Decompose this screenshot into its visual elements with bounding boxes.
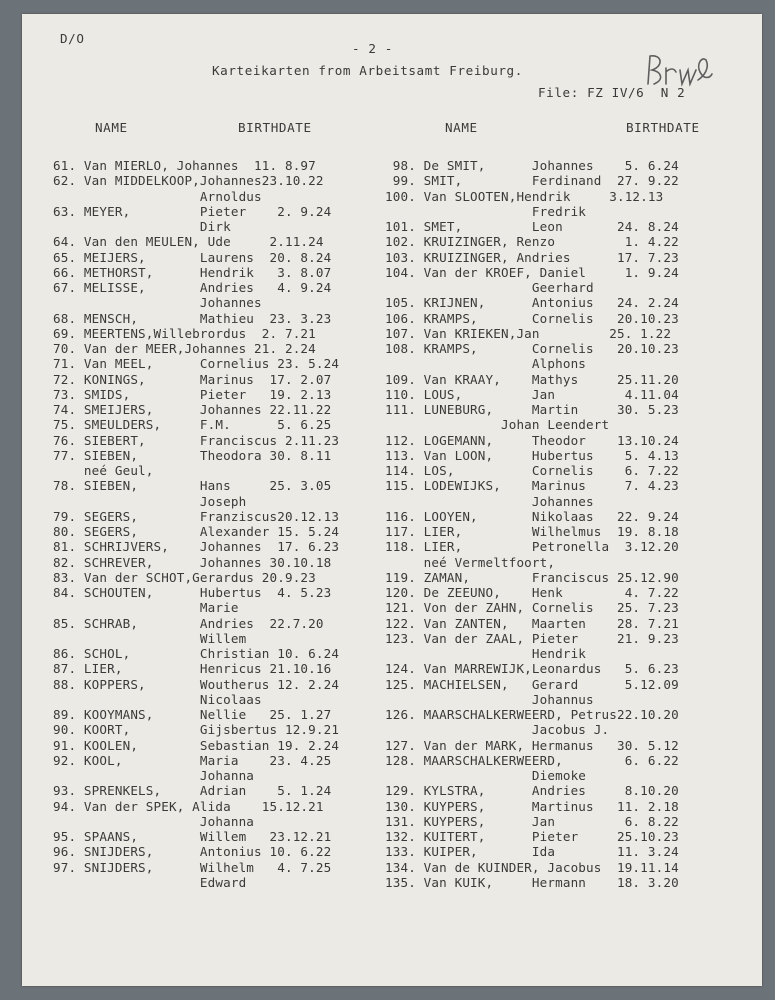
left-birthdate-header: BIRTHDATE [238,120,312,135]
record-line: Edward [53,874,247,890]
handwritten-signature [644,50,714,90]
record-line: 93. SPRENKELS, Adrian 5. 1.24 [53,783,332,799]
record-line: 111. LUNEBURG, Martin 30. 5.23 [385,402,679,417]
record-line: 82. SCHREVER, Johannes 30.10.18 [53,554,332,570]
record-line: 101. SMET, Leon 24. 8.24 [385,219,679,234]
record-line: Johanna [53,813,255,829]
record-line: 85. SCHRAB, Andries 22.7.20 [53,615,324,631]
record-line: 131. KUYPERS, Jan 6. 8.22 [385,813,679,829]
record-line: 119. ZAMAN, Franciscus 25.12.90 [385,569,679,585]
record-line: 106. KRAMPS, Cornelis 20.10.23 [385,310,679,326]
record-line: 72. KONINGS, Marinus 17. 2.07 [53,371,332,387]
record-line: Geerhard [385,280,594,295]
record-line: 135. Van KUIK, Hermann 18. 3.20 [385,874,679,890]
record-line: 126. MAARSCHALKERWEERD, Petrus22.10.20 [385,707,679,722]
record-line: 84. SCHOUTEN, Hubertus 4. 5.23 [53,585,332,600]
record-line: 123. Van der ZAAL, Pieter 21. 9.23 [385,630,679,646]
record-line: 73. SMIDS, Pieter 19. 2.13 [53,386,332,402]
record-line: 117. LIER, Wilhelmus 19. 8.18 [385,524,679,539]
record-line: 102. KRUIZINGER, Renzo 1. 4.22 [385,234,679,250]
file-reference: File: FZ IV/6 N 2 [538,85,686,100]
record-line: 112. LOGEMANN, Theodor 13.10.24 [385,432,679,448]
record-line: 132. KUITERT, Pieter 25.10.23 [385,829,679,844]
record-line: 70. Van der MEER,Johannes 21. 2.24 [53,341,316,356]
record-line: 116. LOOYEN, Nikolaas 22. 9.24 [385,508,679,524]
record-line: 67. MELISSE, Andries 4. 9.24 [53,280,332,295]
record-line: 113. Van LOON, Hubertus 5. 4.13 [385,447,679,463]
record-line: 128. MAARSCHALKERWEERD, 6. 6.22 [385,752,679,768]
record-line: Hendrik [385,646,587,661]
record-line: 96. SNIJDERS, Antonius 10. 6.22 [53,844,332,860]
record-line: 80. SEGERS, Alexander 15. 5.24 [53,524,340,539]
record-line: 134. Van de KUINDER, Jacobus 19.11.14 [385,859,679,875]
record-line: 109. Van KRAAY, Mathys 25.11.20 [385,371,679,387]
document-page [22,14,762,986]
record-line: 86. SCHOL, Christian 10. 6.24 [53,646,340,661]
record-line: Marie [53,600,239,616]
record-line: Nicolaas [53,691,262,707]
record-line: Joseph [53,493,247,509]
record-line: 103. KRUIZINGER, Andries 17. 7.23 [385,249,679,265]
record-line: 61. Van MIERLO, Johannes 11. 8.97 [53,158,316,173]
record-line: 66. METHORST, Hendrik 3. 8.07 [53,264,332,280]
record-line: 97. SNIJDERS, Wilhelm 4. 7.25 [53,859,332,875]
record-line: 88. KOPPERS, Woutherus 12. 2.24 [53,676,340,692]
record-line: 122. Van ZANTEN, Maarten 28. 7.21 [385,615,679,631]
record-line: 65. MEIJERS, Laurens 20. 8.24 [53,249,332,265]
left-name-header: NAME [95,120,128,135]
record-line: 64. Van den MEULEN, Ude 2.11.24 [53,234,324,250]
record-line: 81. SCHRIJVERS, Johannes 17. 6.23 [53,539,340,555]
record-line: 92. KOOL, Maria 23. 4.25 [53,752,332,768]
record-line: Johannus [385,691,594,707]
record-line: neé Geul, [53,463,154,478]
record-line: 124. Van MARREWIJK,Leonardus 5. 6.23 [385,661,679,677]
record-line: 130. KUYPERS, Martinus 11. 2.18 [385,798,679,814]
record-line: 115. LODEWIJKS, Marinus 7. 4.23 [385,478,679,494]
record-line: 79. SEGERS, Franziscus20.12.13 [53,508,340,524]
record-line: Fredrik [385,203,587,219]
record-line: 62. Van MIDDELKOOP,Johannes23.10.22 [53,173,324,189]
record-line: 99. SMIT, Ferdinand 27. 9.22 [385,173,679,189]
record-line: 95. SPAANS, Willem 23.12.21 [53,829,332,844]
record-line: 94. Van der SPEK, Alida 15.12.21 [53,798,324,814]
record-line: Jacobus J. [385,722,610,738]
record-line: 83. Van der SCHOT,Gerardus 20.9.23 [53,569,316,585]
record-line: 104. Van der KROEF, Daniel 1. 9.24 [385,264,679,280]
record-line: 108. KRAMPS, Cornelis 20.10.23 [385,341,679,356]
record-line: 68. MENSCH, Mathieu 23. 3.23 [53,310,332,326]
record-line: 91. KOOLEN, Sebastian 19. 2.24 [53,737,340,753]
record-line: Willem [53,630,247,646]
record-line: 75. SMEULDERS, F.M. 5. 6.25 [53,417,332,433]
record-line: 100. Van SLOOTEN,Hendrik 3.12.13 [385,188,664,204]
record-line: neé Vermeltfoort, [385,554,556,570]
record-line: 74. SMEIJERS, Johannes 22.11.22 [53,402,332,417]
record-line: 105. KRIJNEN, Antonius 24. 2.24 [385,295,679,311]
record-line: 120. De ZEEUNO, Henk 4. 7.22 [385,585,679,600]
record-line: 69. MEERTENS,Willebrordus 2. 7.21 [53,325,316,341]
record-line: 87. LIER, Henricus 21.10.16 [53,661,332,677]
right-name-header: NAME [445,120,478,135]
record-line: 110. LOUS, Jan 4.11.04 [385,386,679,402]
record-line: 89. KOOYMANS, Nellie 25. 1.27 [53,707,332,722]
page-number: - 2 - [352,41,393,56]
record-line: Dirk [53,219,231,234]
record-line: 78. SIEBEN, Hans 25. 3.05 [53,478,332,494]
record-line: 90. KOORT, Gijsbertus 12.9.21 [53,722,340,738]
record-line: 107. Van KRIEKEN,Jan 25. 1.22 [385,325,672,341]
record-line: 129. KYLSTRA, Andries 8.10.20 [385,783,679,799]
record-line: Diemoke [385,768,587,783]
record-line: 76. SIEBERT, Franciscus 2.11.23 [53,432,340,448]
record-line: 71. Van MEEL, Cornelius 23. 5.24 [53,356,340,372]
record-line: 121. Von der ZAHN, Cornelis 25. 7.23 [385,600,679,616]
document-title: Karteikarten from Arbeitsamt Freiburg. [212,63,523,78]
record-line: 118. LIER, Petronella 3.12.20 [385,539,679,555]
record-line: 127. Van der MARK, Hermanus 30. 5.12 [385,737,679,753]
record-line: 77. SIEBEN, Theodora 30. 8.11 [53,447,332,463]
record-line: 98. De SMIT, Johannes 5. 6.24 [385,158,679,173]
right-birthdate-header: BIRTHDATE [626,120,700,135]
record-line: Johannes [385,493,594,509]
record-line: Arnoldus [53,188,262,204]
record-line: Johanna [53,768,255,783]
record-line: Alphons [385,356,587,372]
record-line: 133. KUIPER, Ida 11. 3.24 [385,844,679,860]
record-line: Johan Leendert [385,417,610,433]
page-reference: D/O [60,31,85,46]
record-line: 125. MACHIELSEN, Gerard 5.12.09 [385,676,679,692]
record-line: 114. LOS, Cornelis 6. 7.22 [385,463,679,478]
record-line: 63. MEYER, Pieter 2. 9.24 [53,203,332,219]
record-line: Johannes [53,295,262,311]
